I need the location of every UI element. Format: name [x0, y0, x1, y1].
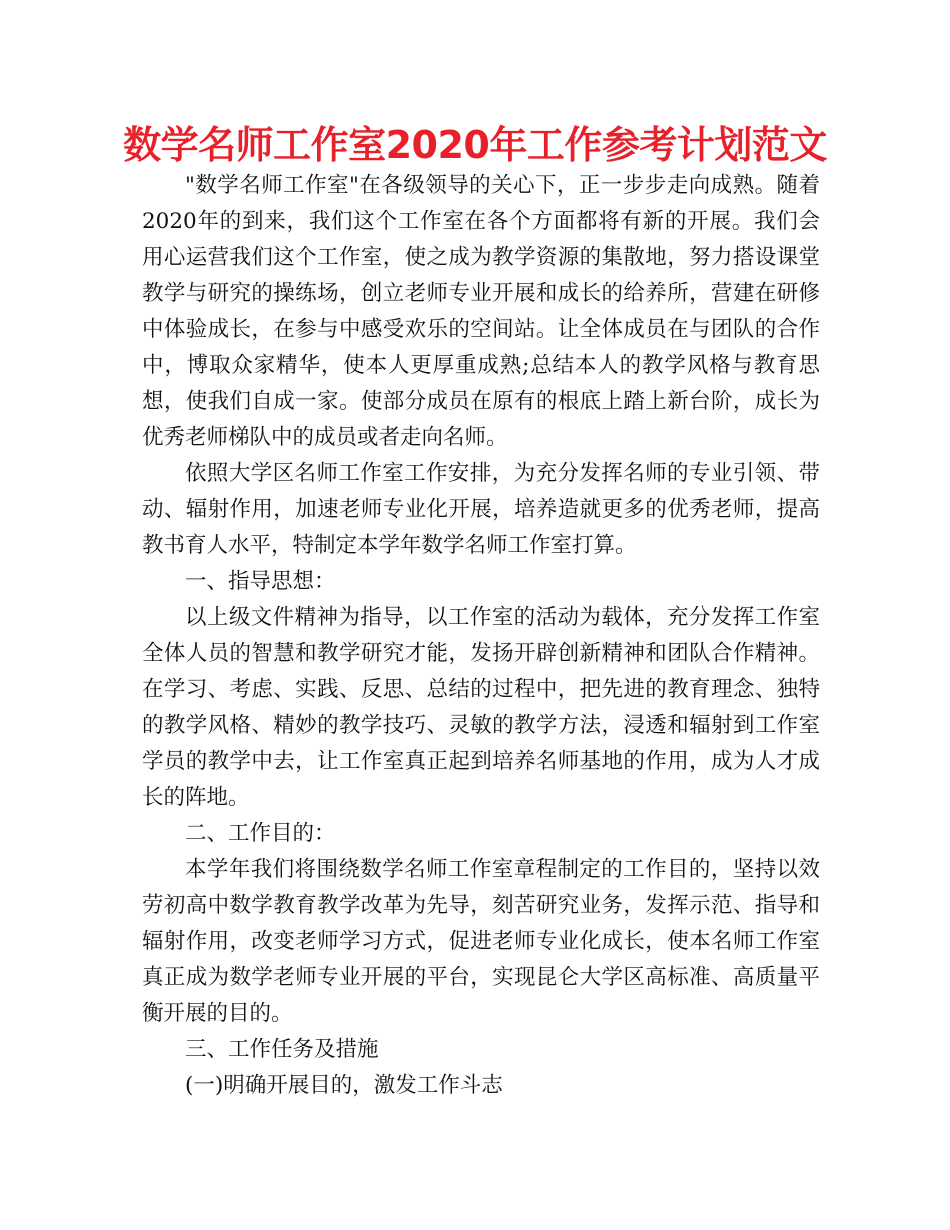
- paragraph-purpose: 依照大学区名师工作室工作安排，为充分发挥名师的专业引领、带动、辐射作用，加速老师专业化开展，培养造就更多的优秀老师，提高教书育人水平，特制定本学年数学名师工作室打算。: [142, 461, 820, 558]
- heading-guiding-thought: 一、指导思想：: [185, 569, 336, 594]
- document-title: 数学名师工作室2020年工作参考计划范文: [123, 123, 827, 167]
- heading-tasks-measures: 三、工作任务及措施: [185, 1037, 379, 1062]
- paragraph-guiding-thought: 以上级文件精神为指导，以工作室的活动为载体，充分发挥工作室全体人员的智慧和教学研究才能，发扬开辟创新精神和团队合作精神。在学习、考虑、实践、反思、总结的过程中，把先进的教育理念、独特的教学风格、精妙的教学技巧、灵敏的教学方法，浸透和辐射到工作室学员的教学中去，让工作室真正起到培养名师基地的作用，成为人才成长的阵地。: [142, 605, 820, 810]
- paragraph-intro: "数学名师工作室"在各级领导的关心下，正一步步走向成熟。随着2020年的到来，我们这个工作室在各个方面都将有新的开展。我们会用心运营我们这个工作室，使之成为教学资源的集散地，努力搭设课堂教学与研究的操练场，创立老师专业开展和成长的给养所，营建在研修中体验成长，在参与中感受欢乐的空间站。让全体成员在与团队的合作中，博取众家精华，使本人更厚重成熟;总结本人的教学风格与教育思想，使我们自成一家。使部分成员在原有的根底上踏上新台阶，成长为优秀老师梯队中的成员或者走向名师。: [142, 173, 820, 450]
- subheading-clarify-goals: (一)明确开展目的，激发工作斗志: [185, 1073, 503, 1098]
- document-body: [142, 168, 820, 1104]
- paragraph-work-goal: 本学年我们将围绕数学名师工作室章程制定的工作目的，坚持以效劳初高中数学教育教学改革为先导，刻苦研究业务，发挥示范、指导和辐射作用，改变老师学习方式，促进老师专业化成长，使本名师工作室真正成为数学老师专业开展的平台，实现昆仑大学区高标准、高质量平衡开展的目的。: [142, 857, 820, 1026]
- heading-work-goal: 二、工作目的：: [185, 821, 336, 846]
